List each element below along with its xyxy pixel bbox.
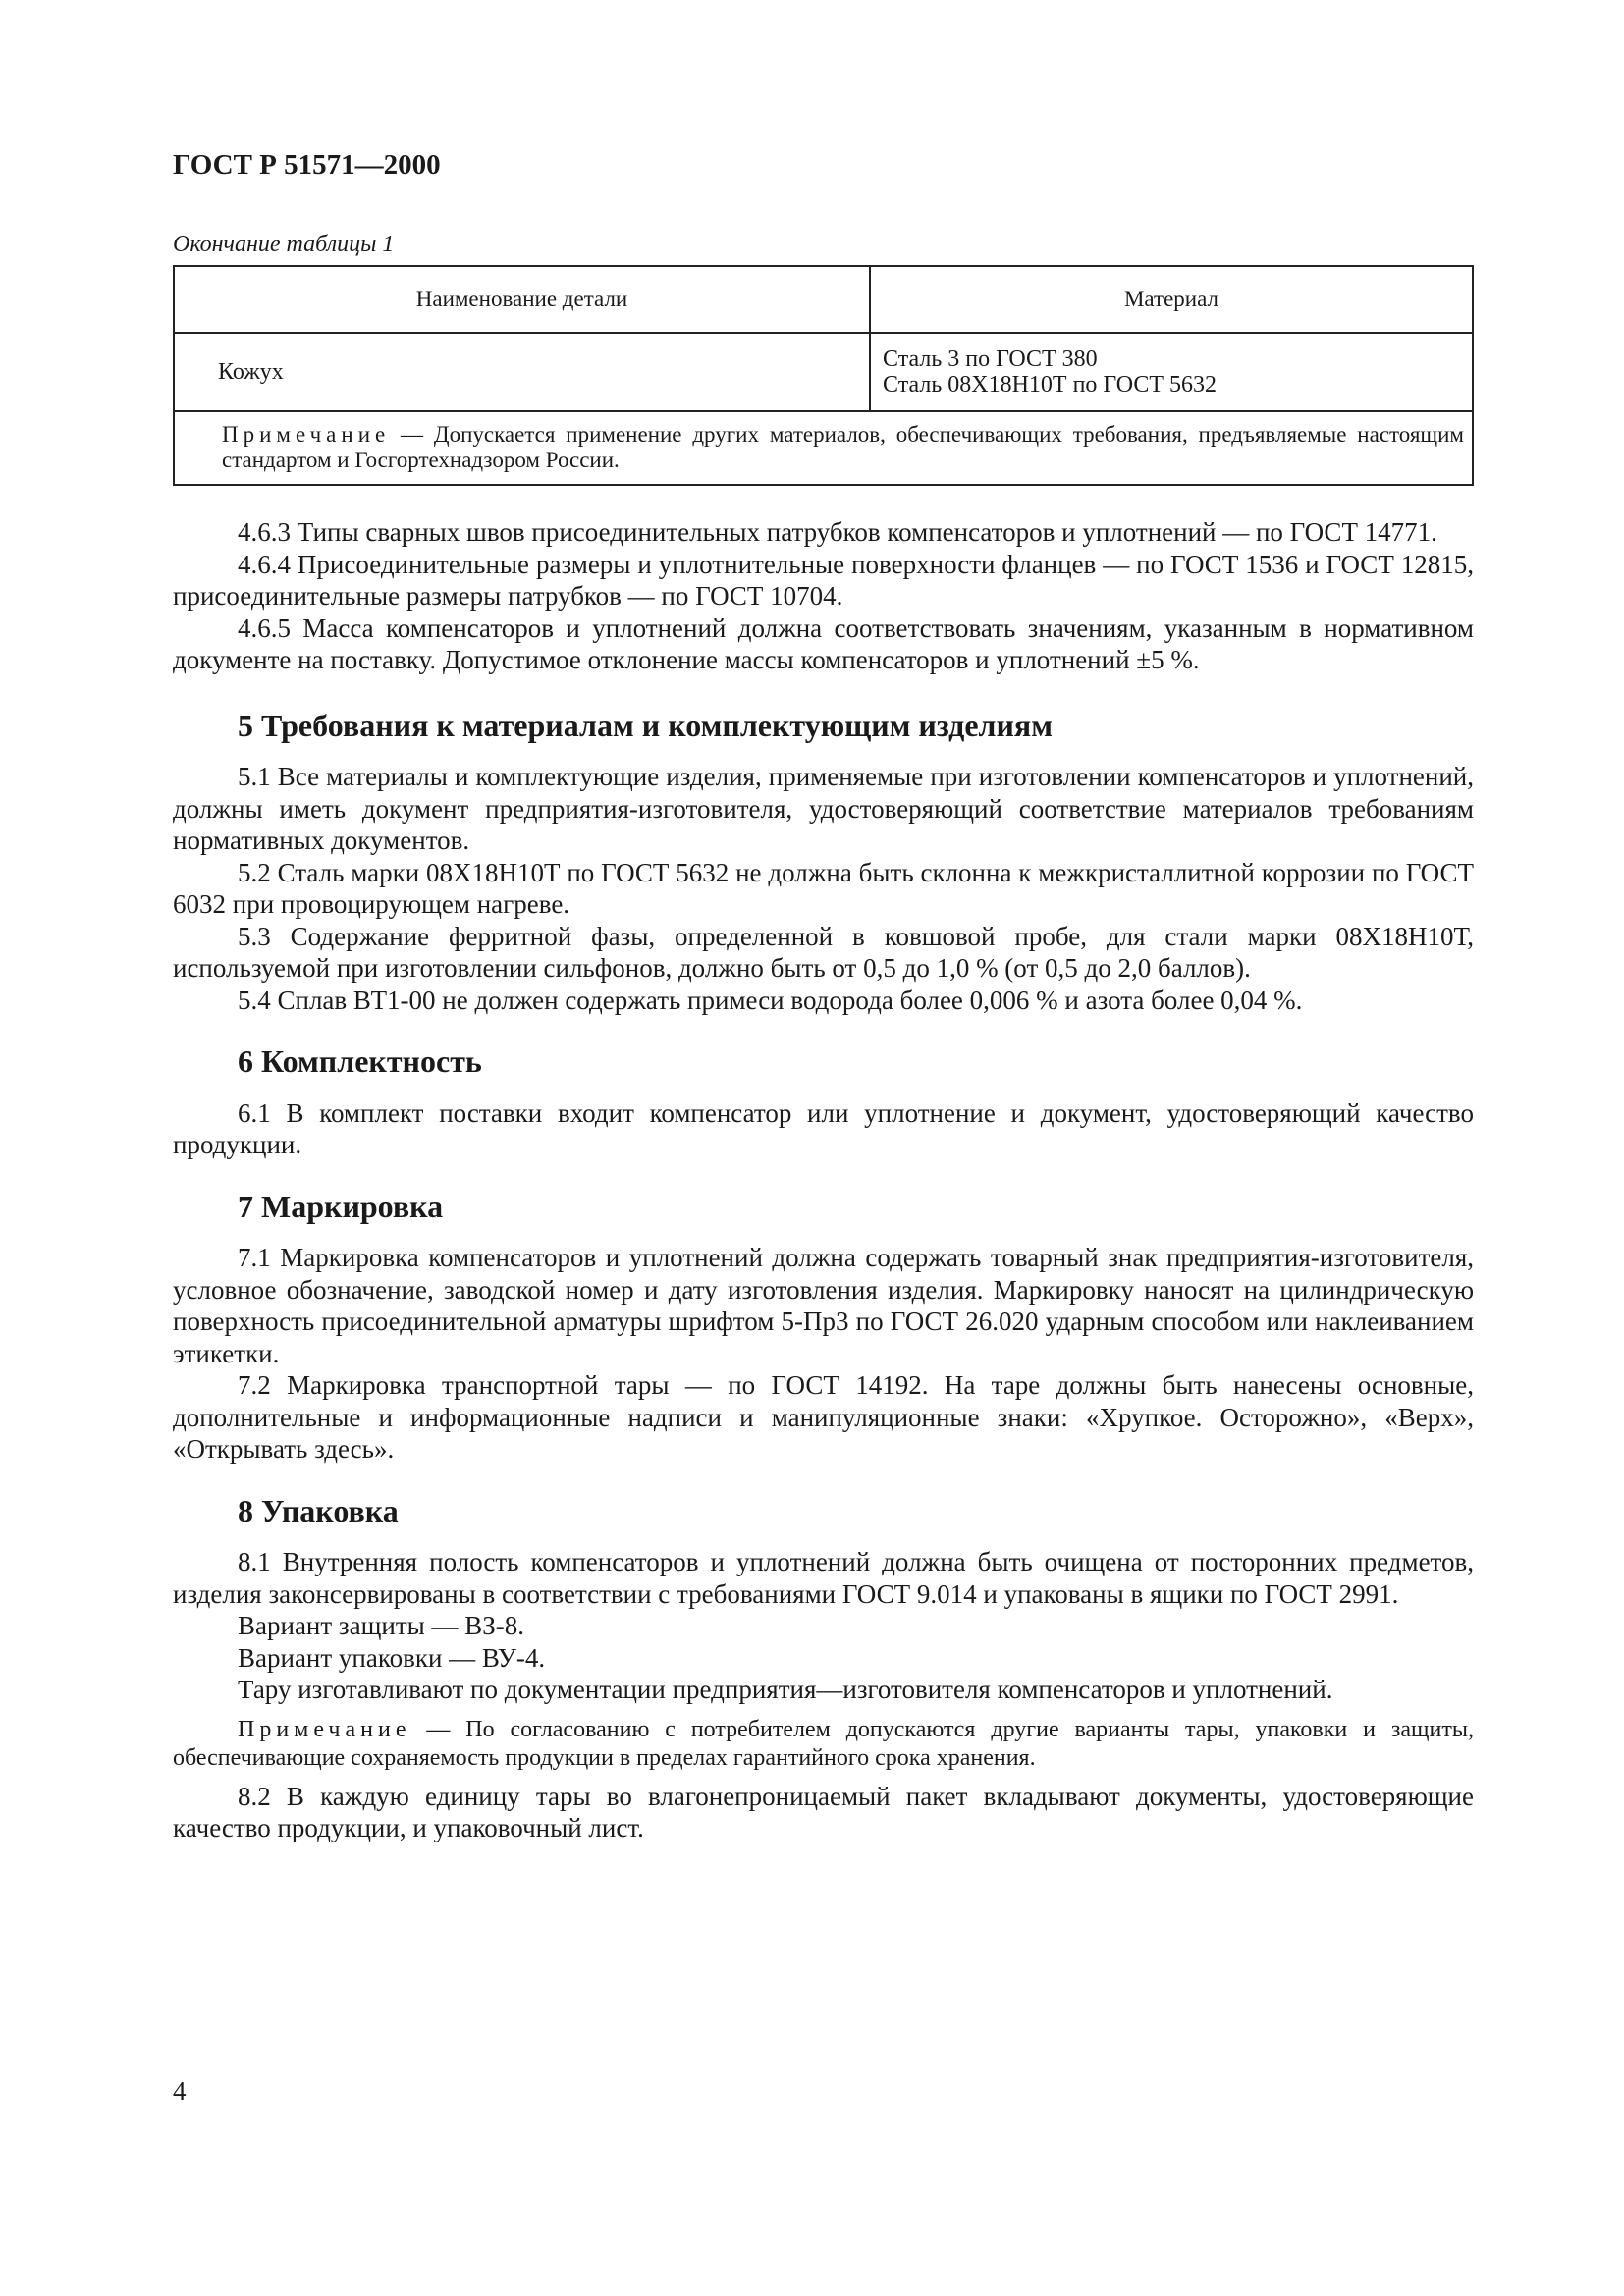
paragraph-4-6-5: 4.6.5 Масса компенсаторов и уплотнений должна соответствовать значениям, указанным в нормативном документе на поставку. Допустимое отклонение массы компенсаторов и уплотнений ±5 %. xyxy=(173,613,1474,674)
paragraph-5-2: 5.2 Сталь марки 08Х18Н10Т по ГОСТ 5632 не должна быть склонна к межкристаллитной коррозии по ГОСТ 6032 при провоцирующем нагреве. xyxy=(173,857,1474,919)
cell-material xyxy=(870,333,1473,411)
section-heading-7: 7 Маркировка xyxy=(238,1188,444,1224)
paragraph-5-1: 5.1 Все материалы и комплектующие изделия, применяемые при изготовлении компенсаторов и уплотнений, должны иметь документ предприятия-изготовителя, удостоверяющий соответствие материалов требованиям нормативных документов. xyxy=(173,762,1474,855)
note-text: — Допускается применение других материалов, обеспечивающих требования, предъявляемые настоящим стандартом и Госгортехнадзором России. xyxy=(222,422,1464,473)
note2-label: Примечание xyxy=(238,1716,411,1742)
paragraph-tara: Тару изготавливают по документации предприятия—изготовителя компенсаторов и уплотнений. xyxy=(238,1675,1333,1704)
table-caption: Окончание таблицы 1 xyxy=(173,232,395,257)
table-header-row xyxy=(174,266,1473,333)
note2-text: — По согласованию с потребителем допускаются другие варианты тары, упаковки и защиты, обеспечивающие сохраняемость продукции в пределах гарантийного срока хранения. xyxy=(173,1716,1474,1771)
document-body xyxy=(173,516,1474,1844)
paragraph-7-2: 7.2 Маркировка транспортной тары — по ГОСТ 14192. На таре должны быть нанесены основные, дополнительные и информационные надписи и манипуляционные знаки: «Хрупкое. Осторожно», «Верх», «Открывать здесь». xyxy=(173,1370,1474,1464)
column-header-material: Материал xyxy=(870,266,1473,333)
page-number: 4 xyxy=(173,2076,187,2106)
section-heading-8: 8 Упаковка xyxy=(238,1492,399,1528)
section-heading-6: 6 Комплектность xyxy=(238,1043,482,1079)
paragraph-protection-variant: Вариант защиты — ВЗ-8. xyxy=(238,1611,525,1640)
table-note xyxy=(174,411,1473,485)
table-row xyxy=(174,333,1473,411)
paragraph-5-4: 5.4 Сплав ВТ1-00 не должен содержать примеси водорода более 0,006 % и азота более 0,04 %. xyxy=(238,985,1303,1015)
paragraph-4-6-4: 4.6.4 Присоединительные размеры и уплотнительные поверхности фланцев — по ГОСТ 1536 и ГОСТ 12815, присоединительные размеры патрубков — по ГОСТ 10704. xyxy=(173,549,1474,611)
standard-designation: ГОСТ Р 51571—2000 xyxy=(173,149,441,181)
paragraph-4-6-3: 4.6.3 Типы сварных швов присоединительных патрубков компенсаторов и уплотнений — по ГОСТ 14771. xyxy=(238,517,1437,547)
material-line-1: Сталь 3 по ГОСТ 380 xyxy=(883,346,1098,372)
materials-table xyxy=(173,265,1474,486)
paragraph-8-2: 8.2 В каждую единицу тары во влагонепроницаемый пакет вкладывают документы, удостоверяющие качество продукции, и упаковочный лист. xyxy=(173,1781,1474,1842)
cell-part: Кожух xyxy=(174,333,870,411)
note-8 xyxy=(173,1716,1474,1773)
section-heading-5: 5 Требования к материалам и комплектующим изделиям xyxy=(238,707,1054,743)
table-note-row xyxy=(174,411,1473,485)
paragraph-6-1: 6.1 В комплект поставки входит компенсатор или уплотнение и документ, удостоверяющий качество продукции. xyxy=(173,1097,1474,1159)
material-line-2: Сталь 08Х18Н10Т по ГОСТ 5632 xyxy=(883,372,1217,398)
column-header-part: Наименование детали xyxy=(174,266,870,333)
note-label: Примечание xyxy=(222,422,391,447)
paragraph-7-1: 7.1 Маркировка компенсаторов и уплотнений должна содержать товарный знак предприятия-изготовителя, условное обозначение, заводской номер и дату изготовления изделия. Маркировку наносят на цилиндрическую поверхность присоединительной арматуры шрифтом 5-Пр3 по ГОСТ 26.020 ударным способом или наклеиванием этикетки. xyxy=(173,1243,1474,1368)
paragraph-8-1: 8.1 Внутренняя полость компенсаторов и уплотнений должна быть очищена от посторонних предметов, изделия законсервированы в соответствии с требованиями ГОСТ 9.014 и упакованы в ящики по ГОСТ 2991. xyxy=(173,1547,1474,1609)
paragraph-packing-variant: Вариант упаковки — ВУ-4. xyxy=(238,1642,546,1673)
paragraph-5-3: 5.3 Содержание ферритной фазы, определенной в ковшовой пробе, для стали марки 08Х18Н10Т, используемой при изготовлении сильфонов, должно быть от 0,5 до 1,0 % (от 0,5 до 2,0 баллов). xyxy=(173,921,1474,983)
